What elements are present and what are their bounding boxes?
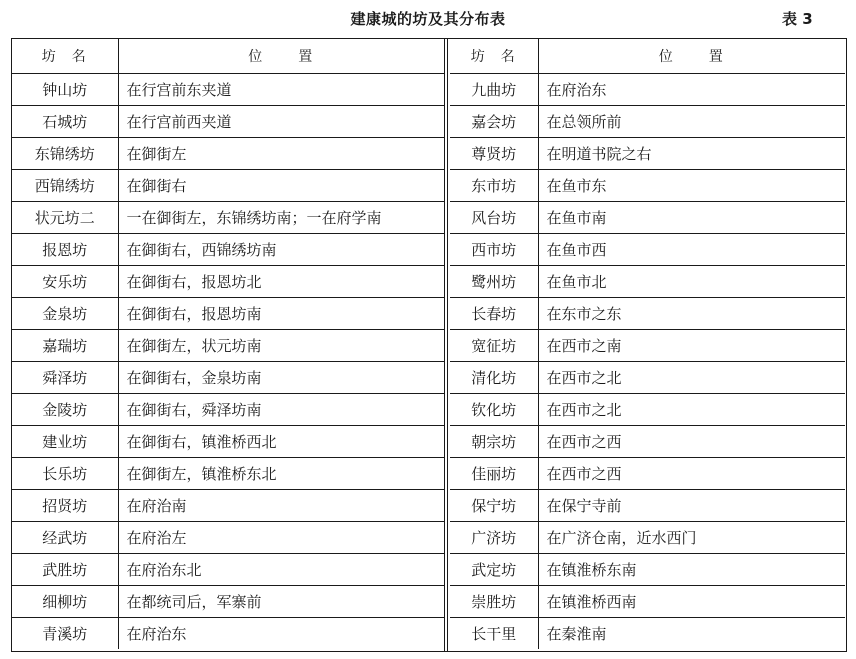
fang-position-cell: 在镇淮桥西南 [538, 586, 845, 618]
fang-position-cell: 在御街左，镇淮桥东北 [118, 458, 444, 490]
table-row [12, 554, 444, 586]
header-name-char-2: 名 [71, 49, 88, 65]
table-row [450, 426, 845, 458]
fang-position-cell: 在总领所前 [538, 106, 845, 138]
table-row [12, 426, 444, 458]
fang-name-cell: 建业坊 [12, 426, 118, 458]
fang-name-cell: 武定坊 [450, 554, 538, 586]
fang-position-cell: 在西市之西 [538, 426, 845, 458]
table-row [450, 106, 845, 138]
table-row [12, 490, 444, 522]
table-row [450, 170, 845, 202]
fang-position-cell: 在府治东 [538, 74, 845, 106]
fang-position-cell: 在府治左 [118, 522, 444, 554]
fang-position-cell: 在西市之北 [538, 362, 845, 394]
fang-name-cell: 舜泽坊 [12, 362, 118, 394]
header-position-char-1: 位 [248, 49, 265, 65]
table-row [12, 522, 444, 554]
table-number: 表 3 [782, 10, 813, 28]
fang-name-cell: 石城坊 [12, 106, 118, 138]
fang-position-cell: 在西市之北 [538, 394, 845, 426]
fang-name-cell: 保宁坊 [450, 490, 538, 522]
table-row [450, 458, 845, 490]
table-row [450, 522, 845, 554]
table-row [450, 74, 845, 106]
fang-position-cell: 在府治东北 [118, 554, 444, 586]
fang-name-cell: 嘉会坊 [450, 106, 538, 138]
header-row [450, 39, 845, 74]
fang-name-cell: 东锦绣坊 [12, 138, 118, 170]
fang-position-cell: 在西市之西 [538, 458, 845, 490]
fang-name-cell: 金陵坊 [12, 394, 118, 426]
fang-name-cell: 崇胜坊 [450, 586, 538, 618]
table-row [12, 74, 444, 106]
table-row [450, 330, 845, 362]
table-row [450, 586, 845, 618]
table-row [450, 618, 845, 650]
table-row [450, 202, 845, 234]
fang-position-cell: 在镇淮桥东南 [538, 554, 845, 586]
fang-name-cell: 东市坊 [450, 170, 538, 202]
header-name-char-1: 坊 [41, 49, 58, 65]
fang-name-cell: 宽征坊 [450, 330, 538, 362]
fang-position-cell: 在行宫前西夹道 [118, 106, 444, 138]
fang-position-cell: 在御街右，报恩坊北 [118, 266, 444, 298]
table-row [450, 362, 845, 394]
fang-position-cell: 一在御街左，东锦绣坊南；一在府学南 [118, 202, 444, 234]
fang-name-cell: 报恩坊 [12, 234, 118, 266]
page-title: 建康城的坊及其分布表 [350, 10, 506, 28]
fang-name-cell: 武胜坊 [12, 554, 118, 586]
table-row [12, 202, 444, 234]
fang-name-cell: 朝宗坊 [450, 426, 538, 458]
fang-position-cell: 在广济仓南，近水西门 [538, 522, 845, 554]
fang-position-cell: 在府治南 [118, 490, 444, 522]
header-position-char-1: 位 [658, 49, 675, 65]
fang-name-cell: 经武坊 [12, 522, 118, 554]
fang-position-cell: 在行宫前东夹道 [118, 74, 444, 106]
left-table [12, 39, 444, 649]
fang-position-cell: 在御街右，报恩坊南 [118, 298, 444, 330]
fang-position-cell: 在御街右 [118, 170, 444, 202]
table-row [450, 554, 845, 586]
fang-name-cell: 长干里 [450, 618, 538, 650]
fang-position-cell: 在西市之南 [538, 330, 845, 362]
fang-position-cell: 在明道书院之右 [538, 138, 845, 170]
column-header-name [12, 39, 118, 74]
fang-table [11, 38, 847, 652]
fang-name-cell: 安乐坊 [12, 266, 118, 298]
table-row [450, 394, 845, 426]
fang-position-cell: 在鱼市南 [538, 202, 845, 234]
right-table-half [450, 39, 845, 651]
fang-name-cell: 西市坊 [450, 234, 538, 266]
table-row [450, 138, 845, 170]
header-name-char-1: 坊 [470, 49, 487, 65]
fang-position-cell: 在御街右，西锦绣坊南 [118, 234, 444, 266]
fang-position-cell: 在府治东 [126, 625, 187, 643]
fang-position-cell: 在御街右，金泉坊南 [118, 362, 444, 394]
fang-name-cell: 尊贤坊 [450, 138, 538, 170]
fang-position-cell: 在鱼市北 [538, 266, 845, 298]
fang-name-cell: 钟山坊 [12, 74, 118, 106]
fang-position-cell: 在都统司后，军寨前 [118, 586, 444, 618]
header-position-char-2: 置 [298, 49, 315, 65]
right-table-body [450, 74, 845, 650]
header-position-char-2: 置 [708, 49, 725, 65]
table-row [450, 298, 845, 330]
fang-name-cell: 状元坊二 [12, 202, 118, 234]
table-row [12, 362, 444, 394]
fang-position-cell: 在鱼市东 [538, 170, 845, 202]
fang-position-cell: 在御街右，舜泽坊南 [118, 394, 444, 426]
fang-name-cell: 金泉坊 [12, 298, 118, 330]
table-row [12, 586, 444, 618]
table-row [12, 618, 444, 650]
fang-name-cell: 长乐坊 [12, 458, 118, 490]
header-name-char-2: 名 [500, 49, 517, 65]
table-row [12, 330, 444, 362]
fang-name-cell: 风台坊 [450, 202, 538, 234]
fang-name-cell: 钦化坊 [450, 394, 538, 426]
table-row [12, 266, 444, 298]
column-header-position [118, 39, 444, 74]
table-row [12, 138, 444, 170]
fang-name-cell: 长春坊 [450, 298, 538, 330]
fang-position-cell: 在东市之东 [538, 298, 845, 330]
fang-name-cell: 九曲坊 [450, 74, 538, 106]
table-row [12, 458, 444, 490]
fang-position-cell: 在鱼市西 [538, 234, 845, 266]
table-row [450, 266, 845, 298]
table-row [450, 490, 845, 522]
table-row [450, 234, 845, 266]
fang-name-cell: 佳丽坊 [450, 458, 538, 490]
right-table [450, 39, 845, 649]
column-header-name [450, 39, 538, 74]
fang-name-cell: 鹭州坊 [450, 266, 538, 298]
header-row [12, 39, 444, 74]
fang-position-cell: 在保宁寺前 [538, 490, 845, 522]
left-table-half [12, 39, 444, 651]
fang-name-cell: 西锦绣坊 [12, 170, 118, 202]
fang-name-cell: 清化坊 [450, 362, 538, 394]
column-header-position [538, 39, 845, 74]
table-row [12, 106, 444, 138]
double-divider [444, 39, 448, 651]
table-row [12, 394, 444, 426]
fang-name-cell: 细柳坊 [12, 586, 118, 618]
table-row [12, 234, 444, 266]
fang-position-cell: 在御街左 [118, 138, 444, 170]
fang-name-cell: 青溪坊 [12, 618, 118, 650]
fang-position-cell: 在御街右，镇淮桥西北 [118, 426, 444, 458]
table-row [12, 170, 444, 202]
fang-name-cell: 招贤坊 [12, 490, 118, 522]
fang-position-cell: 在秦淮南 [546, 625, 607, 643]
fang-name-cell: 嘉瑞坊 [12, 330, 118, 362]
fang-position-cell: 在御街左，状元坊南 [118, 330, 444, 362]
table-row [12, 298, 444, 330]
fang-name-cell: 广济坊 [450, 522, 538, 554]
left-table-body [12, 74, 444, 650]
